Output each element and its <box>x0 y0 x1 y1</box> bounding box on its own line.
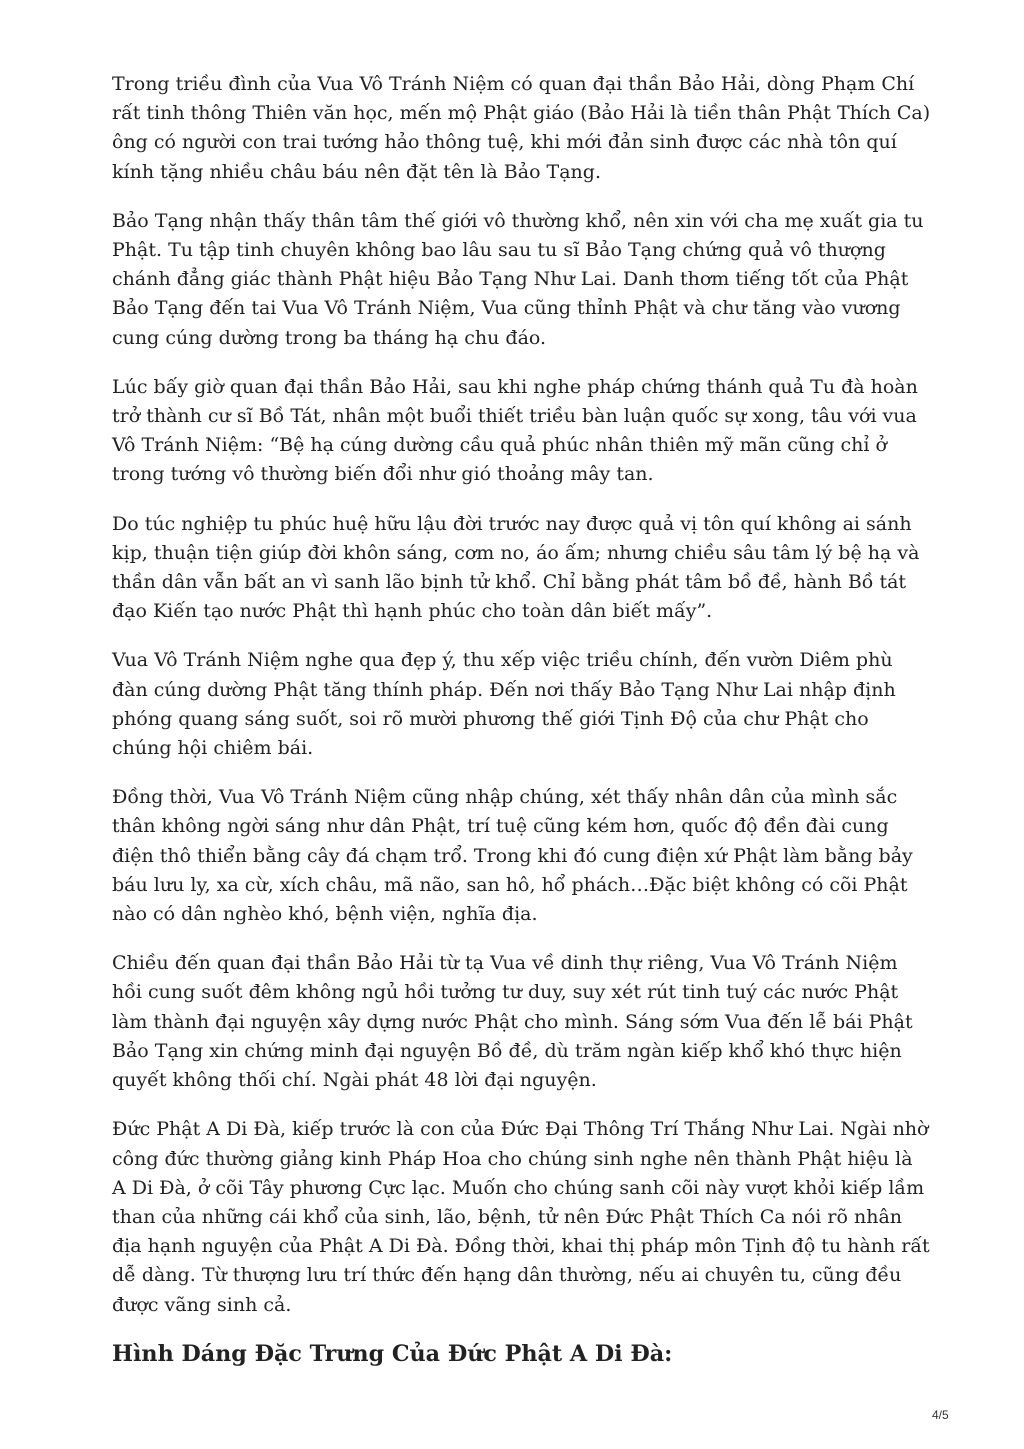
paragraph: Chiều đến quan đại thần Bảo Hải từ tạ Vua về dinh thự riêng, Vua Vô Tránh Niệm hồi cung suốt đêm không ngủ hồi tưởng tư duy, suy xét rút tinh tuý các nước Phật làm thành đại nguyện xây dựng nước Phật cho mình. Sáng sớm Vua đến lễ bái Phật Bảo Tạng xin chứng minh đại nguyện Bồ đề, dù trăm ngàn kiếp khổ khó thực hiện quyết không thối chí. Ngài phát 48 lời đại nguyện. <box>112 952 913 1092</box>
paragraph: Do túc nghiệp tu phúc huệ hữu lậu đời trước nay được quả vị tôn quí không ai sánh kịp, thuận tiện giúp đời khôn sáng, cơm no, áo ấm; nhưng chiều sâu tâm lý bệ hạ và thần dân vẫn bất an vì sanh lão bịnh tử khổ. Chỉ bằng phát tâm bồ đề, hành Bồ tát đạo Kiến tạo nước Phật thì hạnh phúc cho toàn dân biết mấy”. <box>112 512 920 623</box>
paragraph: Lúc bấy giờ quan đại thần Bảo Hải, sau khi nghe pháp chứng thánh quả Tu đà hoàn trở thành cư sĩ Bồ Tát, nhân một buổi thiết triều bàn luận quốc sự xong, tâu với vua Vô Tránh Niệm: “Bệ hạ cúng dường cầu quả phúc nhân thiên mỹ mãn cũng chỉ ở trong tướng vô thường biến đổi như gió thoảng mây tan. <box>112 375 918 486</box>
paragraph: Vua Vô Tránh Niệm nghe qua đẹp ý, thu xếp việc triều chính, đến vườn Diêm phù đàn cúng dường Phật tăng thính pháp. Đến nơi thấy Bảo Tạng Như Lai nhập định phóng quang sáng suốt, soi rõ mười phương thế giới Tịnh Độ của chư Phật cho chúng hội chiêm bái. <box>112 649 896 760</box>
paragraph: Bảo Tạng nhận thấy thân tâm thế giới vô thường khổ, nên xin với cha mẹ xuất gia tu Phật. Tu tập tinh chuyên không bao lâu sau tu sĩ Bảo Tạng chứng quả vô thượng chánh đẳng giác thành Phật hiệu Bảo Tạng Như Lai. Danh thơm tiếng tốt của Phật Bảo Tạng đến tai Vua Vô Tránh Niệm, Vua cũng thỉnh Phật và chư tăng vào vương cung cúng dường trong ba tháng hạ chu đáo. <box>112 209 924 349</box>
article-body <box>112 70 932 1369</box>
paragraph: Trong triều đình của Vua Vô Tránh Niệm có quan đại thần Bảo Hải, dòng Phạm Chí rất tinh thông Thiên văn học, mến mộ Phật giáo (Bảo Hải là tiền thân Phật Thích Ca) ông có người con trai tướng hảo thông tuệ, khi mới đản sinh được các nhà tôn quí kính tặng nhiều châu báu nên đặt tên là Bảo Tạng. <box>112 73 931 183</box>
paragraph: Đức Phật A Di Đà, kiếp trước là con của Đức Đại Thông Trí Thắng Như Lai. Ngài nhờ công đức thường giảng kinh Pháp Hoa cho chúng sinh nghe nên thành Phật hiệu là A Di Đà, ở cõi Tây phương Cực lạc. Muốn cho chúng sanh cõi này vượt khỏi kiếp lầm than của những cái khổ của sinh, lão, bệnh, tử nên Đức Phật Thích Ca nói rõ nhân địa hạnh nguyện của Phật A Di Đà. Đồng thời, khai thị pháp môn Tịnh độ tu hành rất dễ dàng. Từ thượng lưu trí thức đến hạng dân thường, nếu ai chuyên tu, cũng đều được vãng sinh cả. <box>112 1118 930 1316</box>
section-heading: Hình Dáng Đặc Trưng Của Đức Phật A Di Đà: <box>112 1340 673 1367</box>
paragraph: Đồng thời, Vua Vô Tránh Niệm cũng nhập chúng, xét thấy nhân dân của mình sắc thân không ngời sáng như dân Phật, trí tuệ cũng kém hơn, quốc độ đền đài cung điện thô thiển bằng cây đá chạm trổ. Trong khi đó cung điện xứ Phật làm bằng bảy báu lưu ly, xa cừ, xích châu, mã não, san hô, hổ phách…Đặc biệt không có cõi Phật nào có dân nghèo khó, bệnh viện, nghĩa địa. <box>112 786 913 926</box>
page-number: 4/5 <box>932 1408 949 1422</box>
